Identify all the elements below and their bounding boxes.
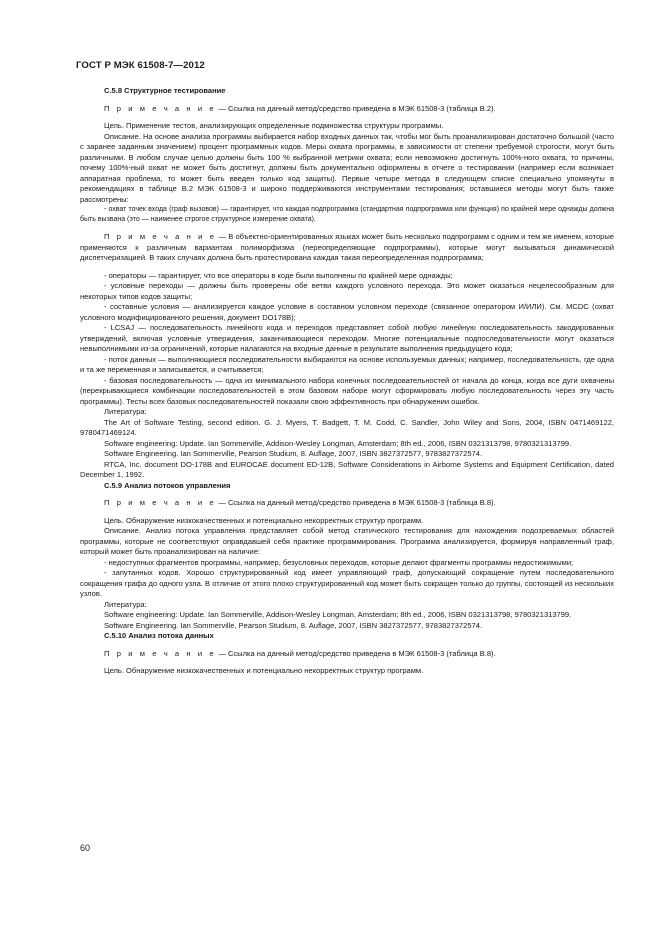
- note-text: — Ссылка на данный метод/средство приведена в МЭК 61508-3 (таблица В.8).: [216, 498, 496, 508]
- section-heading: С.5.8 Структурное тестирование: [104, 86, 226, 95]
- list-item: - составные условия — анализируется каждое условие в составном условном переходе (связанное оператором И/ИЛИ). См. MCDC (охват условного модифицированного решения, документ DO178B);: [80, 302, 614, 322]
- note-label: П р и м е ч а н и е: [104, 498, 217, 508]
- list-item: - LCSAJ — последовательность линейного кода и переходов представляет собой любую линейную последовательность закодированных утверждений, включая условные утверждения, заканчивающиеся переходом. Многие потенциальные подпоследовательности могут оказаться невыполнимыми из-за ограничений, которые налагаются на входные данные в результате выполнения предыдущего кода;: [80, 323, 614, 354]
- note: [80, 498, 614, 509]
- reference: Software Engineering. Ian Sommerville, Pearson Studium, 8. Auflage, 2007, ISBN 3827372577, 9783827372574.: [104, 449, 483, 459]
- note-text: — В объектно-ориентированных языках может быть несколько подпрограмм с одним и тем же именем, которые применяются к различным вариантам полиморфизма (переопределяющие подпрограммы), которые могут вызываться динамической диспетчеризацией. В таких случаях должна быть протестирована каждая такая переопределенная подпрограмма;: [80, 232, 614, 263]
- note-label: П р и м е ч а н и е: [104, 103, 217, 113]
- reference: Software Engineering. Ian Sommerville, Pearson Studium, 8. Auflage, 2007, ISBN 3827372577, 9783827372574.: [104, 620, 483, 630]
- paragraph: Цель. Обнаружение низкокачественных и потенциально некорректных структур программ.: [104, 666, 424, 676]
- note-text: — Ссылка на данный метод/средство приведена в МЭК 61508-3 (таблица В.2).: [216, 103, 496, 113]
- literature-label: Литература:: [104, 599, 147, 609]
- paragraph: Цель. Обнаружение низкокачественных и потенциально некорректных структур программ.: [104, 515, 424, 525]
- note-text: — Ссылка на данный метод/средство приведена в МЭК 61508-3 (таблица В.8).: [216, 648, 496, 658]
- paragraph: Цель. Применение тестов, анализирующих определенные подмножества структуры программы.: [104, 121, 444, 130]
- note-label: П р и м е ч а н и е: [104, 232, 217, 242]
- document-header: ГОСТ Р МЭК 61508-7—2012: [76, 60, 205, 71]
- paragraph: Описание. На основе анализа программы выбирается набор входных данных так, чтобы мог быть проанализирован достаточно большой (часто с заранее заданным значением) процент программных кодов. Меры охвата программы, в зависимости от степени требуемой строгости, могут быть различными. В любом случае целью должны быть 100 % выбранной метрики охвата; если невозможно достигнуть 100%-ного охвата, то причины, почему 100%-ный охват не может быть достигнут, должны быть документально оформлены в отчете о тестировании (например если возникает аппаратная проблема, то может быть введен только код защиты). Первые четыре метода в следующем списке специально упомянуты в рекомендациях в таблице В.2 МЭК 61508-3 и широко поддерживаются инструментами тестирования; оставшиеся методы могут быть также рассмотрены:: [80, 131, 614, 204]
- note-label: П р и м е ч а н и е: [104, 648, 217, 658]
- literature-label: Литература:: [104, 407, 147, 417]
- reference: Software engineering: Update. Ian Sommerville, Addison-Wesley Longman, Amsterdam; 8th ed., 2006, ISBN 0321313798, 9780321313799.: [104, 438, 572, 448]
- list-item: - недоступных фрагментов программы, например, безусловных переходов, которые делают фрагменты программы недостижимыми;: [104, 557, 574, 567]
- list-item: - базовая последовательность — одна из минимального набора конечных последовательностей от начала до конца, когда все дуги охвачены (перекрывающиеся комбинации последовательностей в этом базовом наборе могут сформировать любую последовательность через эту часть программы). Тесты всех базовых последовательностей показали свою эффективность при обнаружении ошибок.: [80, 375, 614, 406]
- list-item: - запутанных кодов. Хорошо структурированный код имеет управляющий граф, допускающий сокращение путем последовательного сокращения графа до одного узла. В отличие от этого плохо структурированный код может быть сокращен только до группы, состоящей из нескольких узлов.: [80, 568, 614, 599]
- list-item: - охват точек входа (граф вызовов) — гарантирует, что каждая подпрограмма (стандартная подпрограмма или функция) по крайней мере однажды должна быть вызвана (это — наименее строгое структурное измерение охвата).: [80, 206, 614, 224]
- paragraph: Описание. Анализ потока управления представляет собой метод статического тестирования для нахождения подозреваемых областей программы, которые не соответствуют оправдавшей себя практике программирования. Программа анализируется, формируя направленный граф, который может быть проанализирован на наличие:: [80, 526, 614, 557]
- note: [80, 649, 614, 660]
- list-item: - операторы — гарантирует, что все операторы в коде были выполнены по крайней мере однажды;: [104, 270, 453, 280]
- note: [80, 104, 614, 115]
- reference: RTCA, Inc. document DO-178B and EUROCAE document ED-12B, Software Considerations in Airborne Systems and Equipment Certification, dated December 1, 1992.: [80, 459, 614, 480]
- reference: The Art of Software Testing, second edition. G. J. Myers, T. Badgett, T. M. Codd, C. Sandler, John Wiley and Sons, 2004, ISBN 0471469122, 9780471469124.: [80, 417, 614, 438]
- body-text: [80, 86, 614, 677]
- note: [80, 232, 614, 264]
- reference: Software engineering: Update. Ian Sommerville, Addison-Wesley Longman, Amsterdam; 8th ed., 2006, ISBN 0321313798, 9780321313799.: [104, 610, 572, 620]
- page-number: 60: [80, 843, 91, 853]
- list-item: - поток данных — выполняющиеся последовательности выбираются на основе используемых данных; например, последовательность, где одна и та же переменная и записывается, и считывается;: [80, 354, 614, 375]
- list-item: - условные переходы — должны быть проверены обе ветви каждого условного перехода. Это может оказаться нецелесообразным для некоторых типов кодов защиты;: [80, 281, 614, 301]
- section-heading: С.5.9 Анализ потоков управления: [104, 480, 231, 490]
- section-heading: С.5.10 Анализ потока данных: [104, 631, 214, 641]
